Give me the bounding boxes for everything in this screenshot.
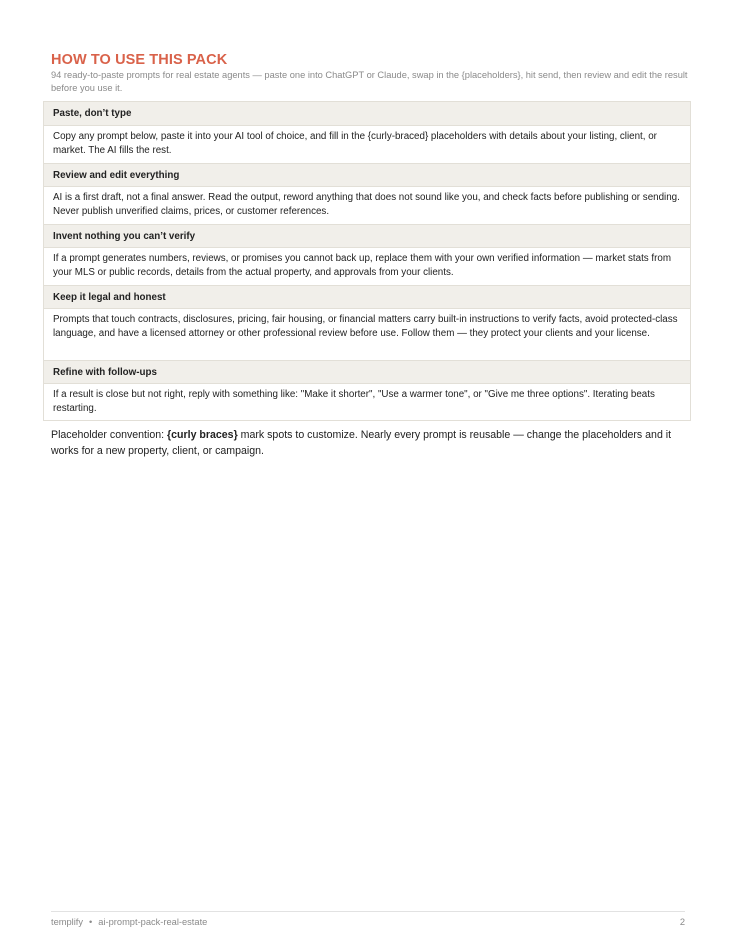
step-body-review: AI is a first draft, not a final answer. Read the output, reword anything that does not sound like you, and check facts before publishing or sending. Never publish unverified claims, prices, or customer references. [44,187,690,225]
footer [51,917,685,927]
footer-separator: • [89,917,93,927]
step-body-invent: If a prompt generates numbers, reviews, or promises you cannot back up, replace them with your own verified information — market stats from your MLS or public records, details from the actual property, and approvals from your clients. [44,248,690,286]
step-body-paste: Copy any prompt below, paste it into your AI tool of choice, and fill in the {curly-braced} placeholders with details about your listing, client, or market. The AI fills the rest. [44,126,690,164]
instructions-table [43,101,691,421]
header [51,52,691,95]
page-subtitle: 94 ready-to-paste prompts for real estate agents — paste one into ChatGPT or Claude, swap in the {placeholders}, hit send, then review and edit the result before you use it. [51,70,688,93]
step-heading-review: Review and edit everything [44,164,690,187]
page-number: 2 [679,917,685,927]
step-heading-invent: Invent nothing you can’t verify [44,225,690,248]
footer-brand: templify [51,917,84,927]
footer-doc-name: ai-prompt-pack-real-estate [98,917,208,927]
step-heading-refine: Refine with follow-ups [44,361,690,384]
note-suffix: mark spots to customize. Nearly every prompt is reusable — change the placeholders and it works for a new property, client, or campaign. [51,429,672,457]
step-heading-paste: Paste, don’t type [44,102,690,126]
note-emphasis: {curly braces} [167,429,238,441]
step-heading-legal: Keep it legal and honest [44,286,690,309]
page-title: HOW TO USE THIS PACK [51,52,228,68]
placeholder-note [51,428,691,459]
note-prefix: Placeholder convention: [51,429,168,441]
footer-left [51,917,207,927]
step-body-legal: Prompts that touch contracts, disclosures, pricing, fair housing, or financial matters carry built-in instructions to verify facts, avoid protected-class language, and have a licensed attorney or other professional review before use. Follow them — they protect your clients and your license. [44,309,690,361]
step-body-refine: If a result is close but not right, reply with something like: "Make it shorter", "Use a warmer tone", or "Give me three options". Iterating beats restarting. [44,384,690,420]
footer-divider [51,911,685,912]
